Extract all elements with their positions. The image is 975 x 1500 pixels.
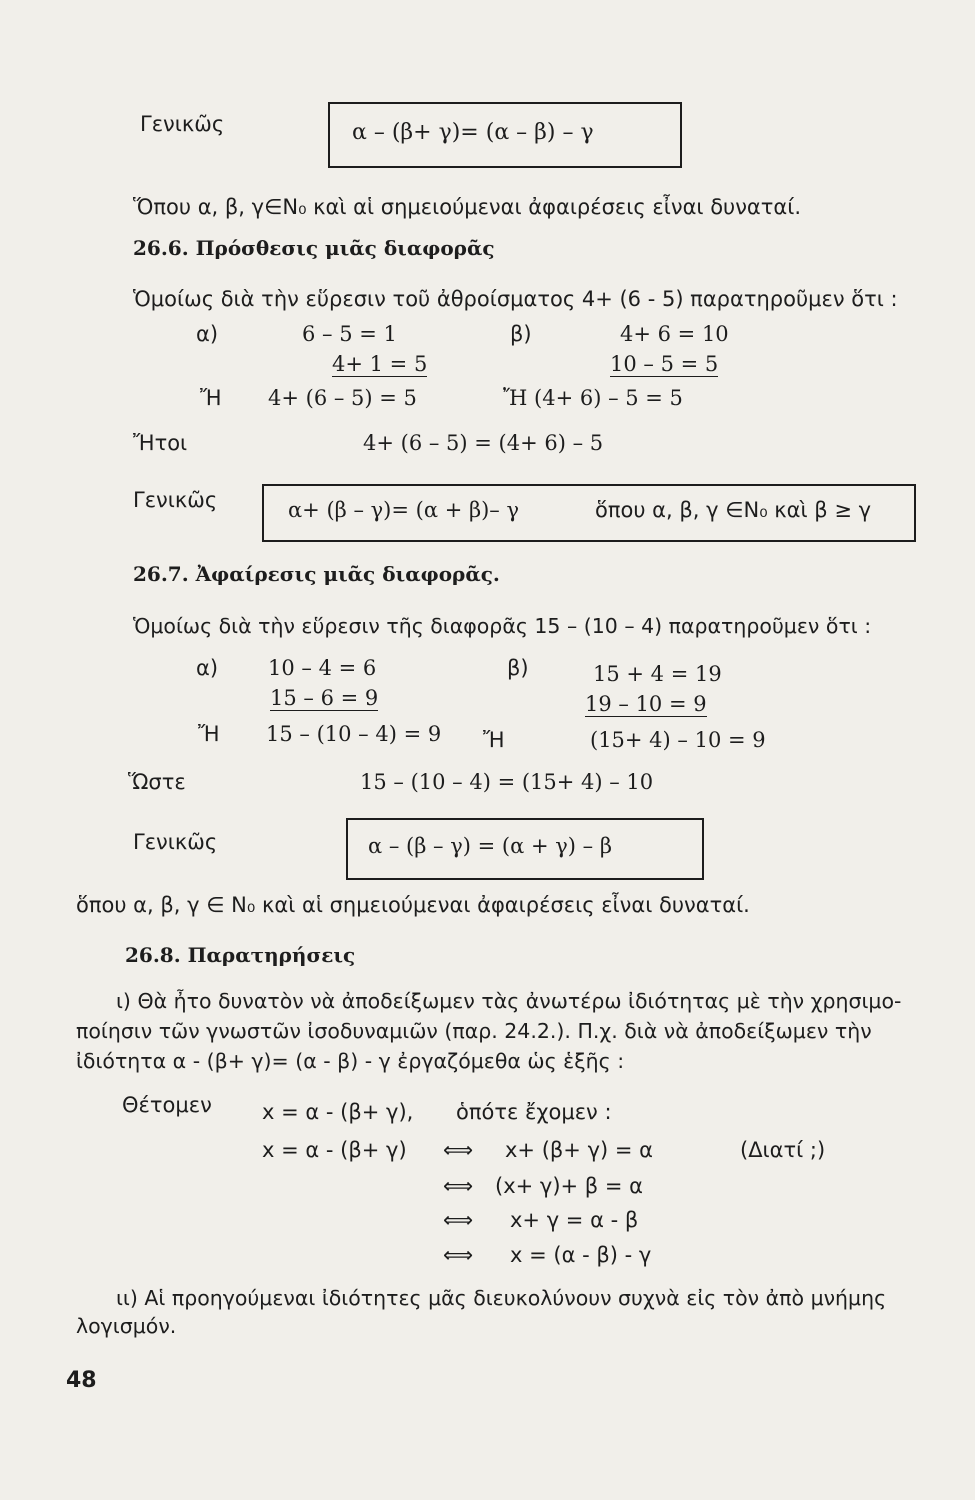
general-label-26-6: Γενικῶς bbox=[133, 488, 218, 512]
general-label-1: Γενικῶς bbox=[140, 112, 225, 136]
label-a-26-6: α) bbox=[196, 322, 219, 346]
section-heading-26-7: 26.7. Ἀφαίρεσις μιᾶς διαφορᾶς. bbox=[133, 562, 500, 586]
equivalence-arrow-icon: ⟺ bbox=[443, 1208, 474, 1232]
a-line1-26-7: 10 – 4 = 6 bbox=[268, 656, 377, 680]
label-b-26-6: β) bbox=[510, 322, 532, 346]
general-label-26-7: Γενικῶς bbox=[133, 830, 218, 854]
deriv-4: x = (α - β) - γ bbox=[510, 1243, 652, 1267]
note-1: Ὅπου α, β, γ∈N₀ καὶ αἱ σημειούμεναι ἀφαιρέσεις εἶναι δυναταί. bbox=[133, 195, 802, 219]
or-label-26-6: Ἤ bbox=[200, 386, 222, 410]
equivalence-arrow-icon: ⟺ bbox=[443, 1243, 474, 1267]
or-right-26-6: Ἤ (4+ 6) – 5 = 5 bbox=[503, 386, 683, 410]
b-line1-26-6: 4+ 6 = 10 bbox=[620, 322, 729, 346]
a-line2-26-6: 4+ 1 = 5 bbox=[332, 352, 428, 376]
p1-line3: ἰδιότητα α - (β+ γ)= (α - β) - γ ἐργαζόμεθα ὡς ἑξῆς : bbox=[76, 1049, 625, 1073]
label-b-26-7: β) bbox=[507, 656, 529, 680]
or-label-26-7: Ἤ bbox=[198, 722, 220, 746]
formula-1: α – (β+ γ)= (α – β) – γ bbox=[352, 120, 594, 145]
intro-26-7: Ὁμοίως διὰ τὴν εὕρεσιν τῆς διαφορᾶς 15 – (10 – 4) παρατηροῦμεν ὅτι : bbox=[133, 614, 872, 638]
note-26-7: ὅπου α, β, γ ∈ N₀ καὶ αἱ σημειούμεναι ἀφαιρέσεις εἶναι δυναταί. bbox=[76, 893, 750, 917]
deriv-2: (x+ γ)+ β = α bbox=[495, 1174, 643, 1198]
deriv-3: x+ γ = α - β bbox=[510, 1208, 639, 1232]
p1-line2: ποίησιν τῶν γνωστῶν ἰσοδυναμιῶν (παρ. 24.2.). Π.χ. διὰ νὰ ἀποδείξωμεν τὴν bbox=[76, 1019, 872, 1043]
section-heading-26-8: 26.8. Παρατηρήσεις bbox=[125, 943, 356, 967]
hence-eq-26-7: 15 – (10 – 4) = (15+ 4) – 10 bbox=[360, 770, 654, 794]
or-right-label-26-7: Ἤ bbox=[483, 728, 505, 752]
section-heading-26-6: 26.6. Πρόσθεσις μιᾶς διαφορᾶς bbox=[133, 236, 495, 260]
then-text: ὁπότε ἔχομεν : bbox=[456, 1100, 612, 1124]
general-formula-26-6: α+ (β – γ)= (α + β)– γ bbox=[288, 498, 520, 522]
hence-label-26-6: Ἤτοι bbox=[133, 431, 188, 455]
general-cond-26-6: ὅπου α, β, γ ∈N₀ καὶ β ≥ γ bbox=[595, 498, 872, 522]
b-line2-26-6: 10 – 5 = 5 bbox=[610, 352, 719, 376]
deriv-1-right: x+ (β+ γ) = α bbox=[505, 1138, 653, 1162]
p2-line2: λογισμόν. bbox=[76, 1314, 177, 1338]
b-line2-26-7: 19 – 10 = 9 bbox=[585, 692, 707, 716]
set-label: Θέτομεν bbox=[122, 1093, 212, 1117]
why-text: (Διατί ;) bbox=[740, 1138, 826, 1162]
deriv-1-left: x = α - (β+ γ) bbox=[262, 1138, 407, 1162]
p1-line1: ι) Θὰ ἦτο δυνατὸν νὰ ἀποδείξωμεν τὰς ἀνωτέρω ἰδιότητας μὲ τὴν χρησιμο- bbox=[116, 989, 902, 1013]
b-line1-26-7: 15 + 4 = 19 bbox=[593, 662, 722, 686]
hence-label-26-7: Ὥστε bbox=[128, 770, 186, 794]
equivalence-arrow-icon: ⟺ bbox=[443, 1138, 474, 1162]
or-right-26-7: (15+ 4) – 10 = 9 bbox=[590, 728, 766, 752]
p2-line1: ιι) Αἱ προηγούμεναι ἰδιότητες μᾶς διευκολύνουν συχνὰ εἰς τὸν ἀπὸ μνήμης bbox=[116, 1286, 887, 1310]
or-left-26-7: 15 – (10 – 4) = 9 bbox=[266, 722, 442, 746]
equivalence-arrow-icon: ⟺ bbox=[443, 1174, 474, 1198]
or-left-26-6: 4+ (6 – 5) = 5 bbox=[268, 386, 417, 410]
label-a-26-7: α) bbox=[196, 656, 219, 680]
page-number: 48 bbox=[66, 1368, 97, 1393]
a-line1-26-6: 6 – 5 = 1 bbox=[302, 322, 397, 346]
a-line2-26-7: 15 – 6 = 9 bbox=[270, 686, 379, 710]
general-formula-26-7: α – (β – γ) = (α + γ) – β bbox=[368, 834, 612, 858]
hence-eq-26-6: 4+ (6 – 5) = (4+ 6) – 5 bbox=[363, 431, 604, 455]
set-eq: x = α - (β+ γ), bbox=[262, 1100, 414, 1124]
intro-26-6: Ὁμοίως διὰ τὴν εὕρεσιν τοῦ ἀθροίσματος 4+ (6 - 5) παρατηροῦμεν ὅτι : bbox=[133, 287, 898, 311]
